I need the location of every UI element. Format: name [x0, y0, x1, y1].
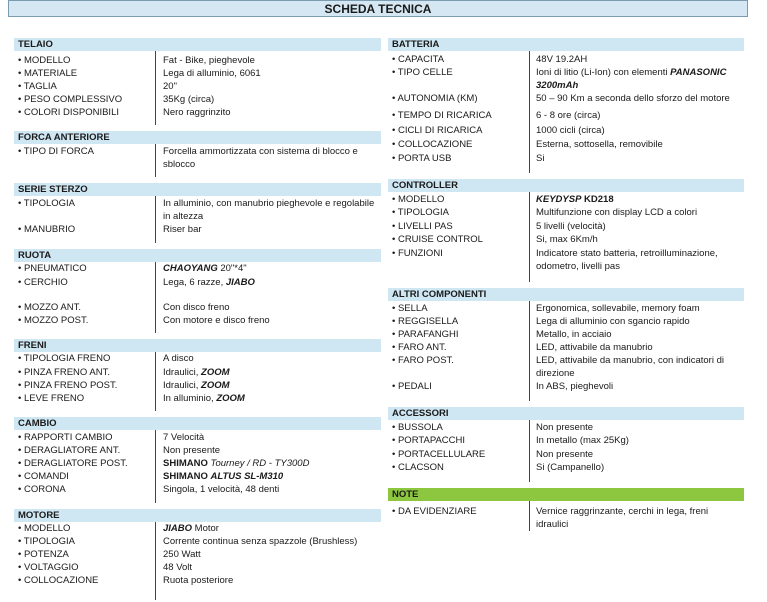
spec-label: • PORTAPACCHI — [392, 435, 466, 446]
spec-label: • PNEUMATICO — [18, 263, 87, 274]
spec-label: • TIPO CELLE — [392, 67, 453, 78]
spec-label: • PINZA FRENO POST. — [18, 380, 118, 391]
spec-label: • TEMPO DI RICARICA — [392, 110, 492, 121]
spec-label: • VOLTAGGIO — [18, 562, 79, 573]
spec-label: • PORTACELLULARE — [392, 449, 486, 460]
spec-label: • FUNZIONI — [392, 248, 443, 259]
spec-label: • CERCHIO — [18, 277, 68, 288]
spec-label: • PORTA USB — [392, 153, 452, 164]
spec-value: Fat - Bike, pieghevole — [163, 55, 255, 66]
column-divider — [155, 262, 156, 333]
spec-label: • CRUISE CONTROL — [392, 234, 483, 245]
spec-label: • BUSSOLA — [392, 422, 443, 433]
spec-value: Idraulici, ZOOM — [163, 367, 230, 378]
spec-label: • COLLOCAZIONE — [392, 139, 473, 150]
spec-label: • FARO ANT. — [392, 342, 447, 353]
spec-label: • CLACSON — [392, 462, 444, 473]
spec-value: 20" — [163, 81, 177, 92]
spec-value: Lega, 6 razze, JIABO — [163, 277, 255, 288]
spec-label: • AUTONOMIA (KM) — [392, 93, 478, 104]
spec-value: Indicatore stato batteria, retroilluminazione, odometro, livelli pas — [536, 248, 718, 272]
column-divider — [155, 522, 156, 600]
spec-label: • DERAGLIATORE ANT. — [18, 445, 121, 456]
section-header-batteria: BATTERIA — [388, 38, 744, 51]
spec-label: • MOZZO POST. — [18, 315, 89, 326]
spec-value: Si, max 6Km/h — [536, 234, 598, 245]
spec-value: SHIMANO Tourney / RD - TY300D — [163, 458, 310, 469]
spec-value: In alluminio, con manubrio pieghevole e regolabile in altezza — [163, 198, 375, 222]
spec-label: • PARAFANGHI — [392, 329, 459, 340]
spec-label: • DERAGLIATORE POST. — [18, 458, 128, 469]
spec-label: • RAPPORTI CAMBIO — [18, 432, 113, 443]
spec-label: • PEDALI — [392, 381, 432, 392]
spec-value: 5 livelli (velocità) — [536, 221, 606, 232]
section-header-cambio: CAMBIO — [14, 417, 381, 430]
spec-value: In alluminio, ZOOM — [163, 393, 245, 404]
spec-label: • LIVELLI PAS — [392, 221, 453, 232]
spec-value: Multifunzione con display LCD a colori — [536, 207, 698, 218]
section-header-accessori: ACCESSORI — [388, 407, 744, 420]
spec-value: Ruota posteriore — [163, 575, 234, 586]
spec-label: • MODELLO — [18, 55, 71, 66]
section-header-serie-sterzo: SERIE STERZO — [14, 183, 381, 196]
spec-value: Riser bar — [163, 224, 202, 235]
spec-value: 48V 19.2AH — [536, 54, 588, 65]
spec-value: 6 - 8 ore (circa) — [536, 110, 601, 121]
section-header-telaio: TELAIO — [14, 38, 381, 51]
spec-value: Idraulici, ZOOM — [163, 380, 230, 391]
column-divider — [155, 352, 156, 411]
spec-label: • PINZA FRENO ANT. — [18, 367, 111, 378]
spec-label: • CORONA — [18, 484, 66, 495]
spec-value: Non presente — [163, 445, 221, 456]
column-divider — [529, 51, 530, 173]
spec-value: A disco — [163, 353, 194, 364]
spec-label: • COMANDI — [18, 471, 69, 482]
spec-value: Metallo, in acciaio — [536, 329, 612, 340]
spec-label: • MODELLO — [18, 523, 71, 534]
spec-label: • MATERIALE — [18, 68, 78, 79]
spec-label: • TIPOLOGIA FRENO — [18, 353, 111, 364]
spec-value: Nero raggrinzito — [163, 107, 231, 118]
spec-label: • POTENZA — [18, 549, 69, 560]
spec-label: • COLLOCAZIONE — [18, 575, 99, 586]
spec-value: 7 Velocità — [163, 432, 205, 443]
spec-label: • CICLI DI RICARICA — [392, 125, 483, 136]
spec-value: Ioni di litio (Li-Ion) con elementi PANASONIC 3200mAh — [536, 67, 727, 91]
spec-label: • TIPO DI FORCA — [18, 146, 94, 157]
spec-label: • SELLA — [392, 303, 428, 314]
column-divider — [155, 144, 156, 177]
column-divider — [155, 196, 156, 243]
spec-value: Vernice raggrinzante, cerchi in lega, freni idraulici — [536, 506, 709, 530]
column-divider — [529, 420, 530, 482]
spec-value: Si — [536, 153, 545, 164]
spec-value: Non presente — [536, 449, 594, 460]
spec-value: CHAOYANG 20"*4" — [163, 263, 247, 274]
section-header-note: NOTE — [388, 488, 744, 501]
spec-label: • MODELLO — [392, 194, 445, 205]
spec-value: Con motore e disco freno — [163, 315, 270, 326]
spec-value: Forcella ammortizzata con sistema di blocco e sblocco — [163, 146, 358, 170]
section-header-motore: MOTORE — [14, 509, 381, 522]
spec-value: 1000 cicli (circa) — [536, 125, 605, 136]
column-divider — [529, 301, 530, 401]
spec-label: • REGGISELLA — [392, 316, 459, 327]
column-divider — [155, 430, 156, 503]
spec-value: Esterna, sottosella, removibile — [536, 139, 663, 150]
spec-label: • LEVE FRENO — [18, 393, 85, 404]
spec-label: • PESO COMPLESSIVO — [18, 94, 123, 105]
spec-label: • TIPOLOGIA — [18, 536, 75, 547]
spec-label: • FARO POST. — [392, 355, 454, 366]
section-header-altri-componenti: ALTRI COMPONENTI — [388, 288, 744, 301]
spec-value: 48 Volt — [163, 562, 193, 573]
spec-value: Non presente — [536, 422, 594, 433]
spec-value: 50 – 90 Km a seconda dello sforzo del motore — [536, 93, 730, 104]
section-header-controller: CONTROLLER — [388, 179, 744, 192]
spec-value: 250 Watt — [163, 549, 201, 560]
section-header-freni: FRENI — [14, 339, 381, 352]
spec-label: • CAPACITA — [392, 54, 445, 65]
spec-value: In metallo (max 25Kg) — [536, 435, 629, 446]
column-divider — [155, 51, 156, 125]
spec-value: SHIMANO ALTUS SL-M310 — [163, 471, 284, 482]
section-header-forca-anteriore: FORCA ANTERIORE — [14, 131, 381, 144]
page-title: SCHEDA TECNICA — [8, 0, 748, 17]
spec-value: Si (Campanello) — [536, 462, 605, 473]
spec-value: 35Kg (circa) — [163, 94, 215, 105]
spec-value: Lega di alluminio, 6061 — [163, 68, 261, 79]
column-divider — [529, 501, 530, 531]
spec-value: Lega di alluminio con sgancio rapido — [536, 316, 690, 327]
spec-label: • TIPOLOGIA — [18, 198, 75, 209]
column-divider — [529, 192, 530, 282]
spec-value: JIABO Motor — [163, 523, 219, 534]
spec-value: KEYDYSP KD218 — [536, 194, 614, 205]
spec-label: • MOZZO ANT. — [18, 302, 81, 313]
spec-label: • TIPOLOGIA — [392, 207, 449, 218]
spec-value: LED, attivabile da manubrio, con indicatori di direzione — [536, 355, 724, 379]
spec-value: Con disco freno — [163, 302, 230, 313]
spec-label: • TAGLIA — [18, 81, 57, 92]
section-header-ruota: RUOTA — [14, 249, 381, 262]
spec-value: Ergonomica, sollevabile, memory foam — [536, 303, 700, 314]
spec-value: Corrente continua senza spazzole (Brushless) — [163, 536, 358, 547]
spec-label: • DA EVIDENZIARE — [392, 506, 477, 517]
spec-value: In ABS, pieghevoli — [536, 381, 614, 392]
spec-value: LED, attivabile da manubrio — [536, 342, 653, 353]
spec-label: • MANUBRIO — [18, 224, 76, 235]
spec-value: Singola, 1 velocità, 48 denti — [163, 484, 280, 495]
spec-label: • COLORI DISPONIBILI — [18, 107, 119, 118]
